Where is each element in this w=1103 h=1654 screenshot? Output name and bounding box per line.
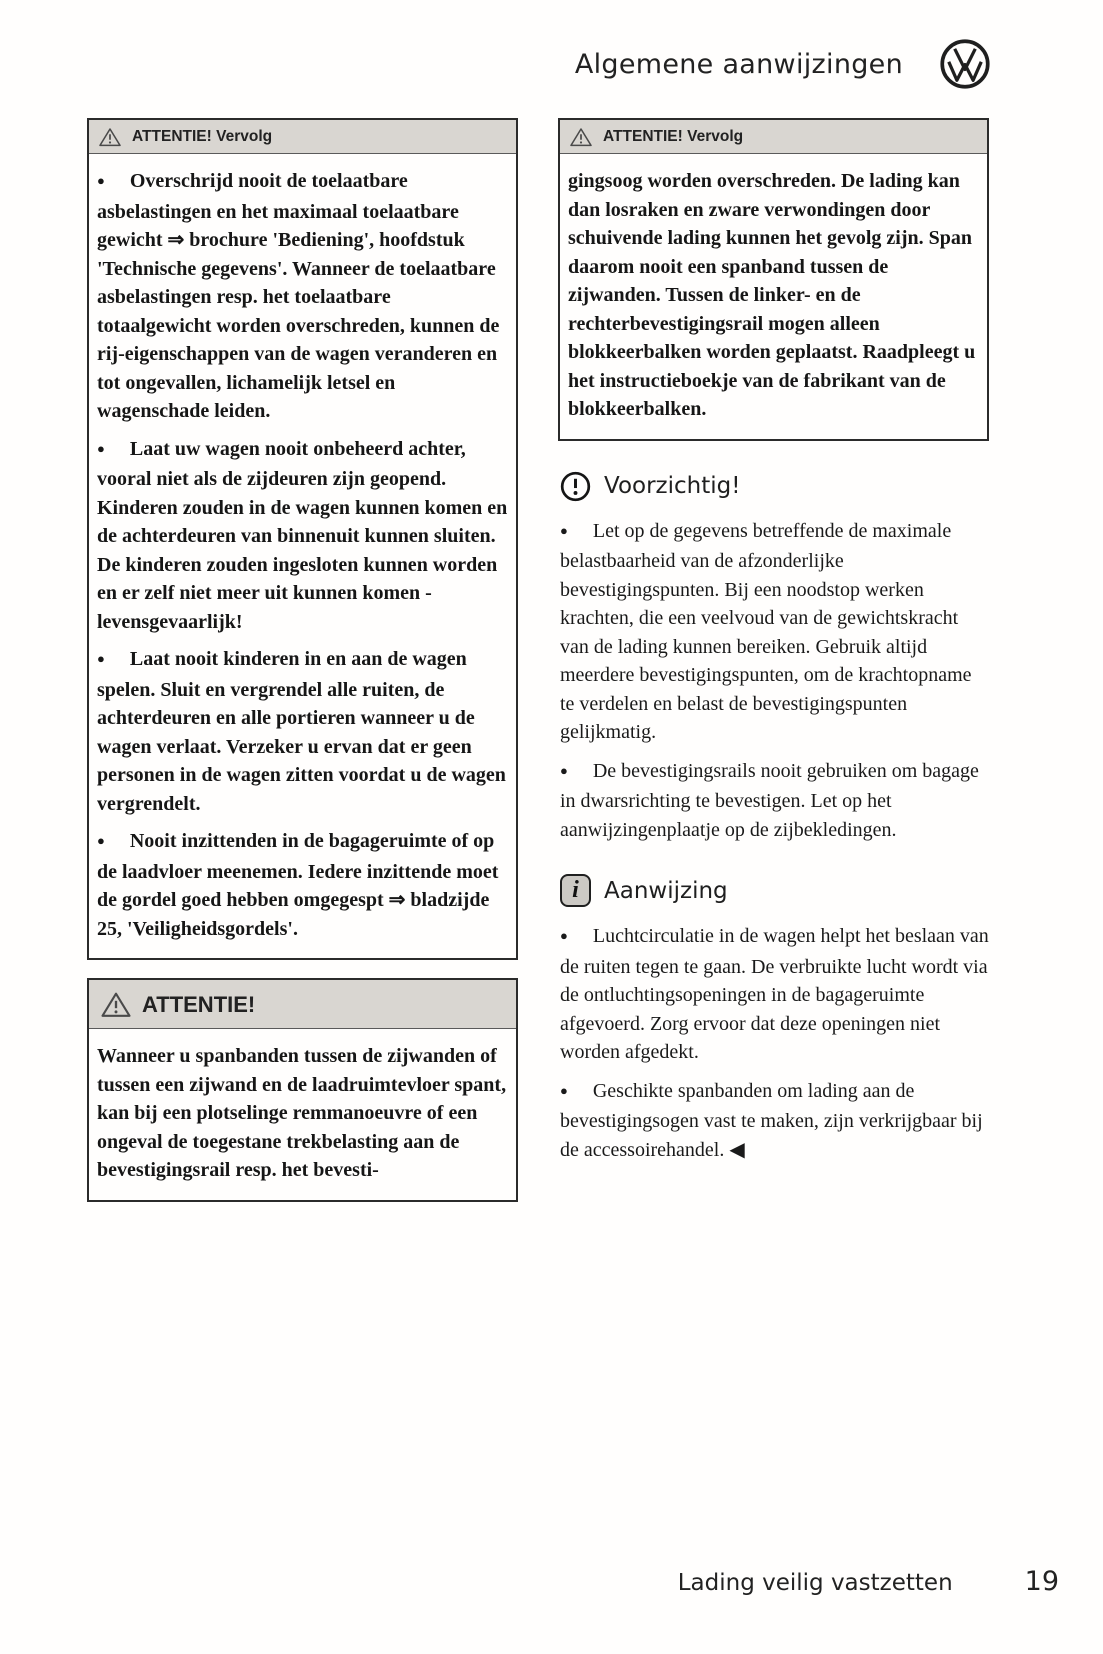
attention-continued-title: ATTENTIE! Vervolg [132, 128, 273, 145]
info-icon [560, 874, 591, 907]
note-heading [560, 874, 989, 907]
warning-triangle-icon [101, 991, 131, 1018]
attention-title: ATTENTIE! [142, 991, 256, 1017]
caution-circle-icon [560, 471, 591, 502]
page-footer [678, 1566, 1059, 1597]
attention-continued-title: ATTENTIE! Vervolg [603, 128, 744, 145]
attention-box-body [89, 1029, 516, 1200]
warning-bullet: ● Nooit inzittenden in de bagageruimte of op de laadvloer meenemen. Iedere inzittende moet de gordel goed hebben omgegespt ⇒ bladzijde 25, 'Veiligheidsgordels'. [97, 827, 508, 943]
caution-body [558, 517, 989, 845]
warning-bullet: ● Laat nooit kinderen in en aan de wagen spelen. Sluit en vergrendel alle ruiten, de achterdeuren en alle portieren wanneer u de wagen verlaat. Verzeker u ervan dat er geen personen in de wagen zitten voordat u de wagen vergrendelt. [97, 645, 508, 818]
warning-bullet: ● Laat uw wagen nooit onbeheerd achter, vooral niet als de zijdeuren zijn geopend. Kinderen zouden in de wagen kunnen komen en de achterdeuren van binnenuit kunnen sluiten. De kinderen zouden ingesloten kunnen worden en er zelf niet meer uit kunnen komen - levensgevaarlijk! [97, 435, 508, 637]
warning-paragraph: gingsoog worden overschreden. De lading kan dan losraken en zware verwondingen door schuivende lading kunnen het gevolg zijn. Span daarom nooit een spanband tussen de zijwanden. Tussen de linker- en de rechterbevestigingsrail mogen alleen blokkeerbalken worden geplaatst. Raadpleegt u het instructieboekje van de fabrikant van de blokkeerbalken. [568, 170, 976, 420]
warning-triangle-icon [570, 127, 592, 147]
note-title: Aanwijzing [604, 877, 728, 904]
caution-bullet: ● Let op de gegevens betreffende de maximale belastbaarheid van de afzonderlijke bevestigingspunten. Bij een noodstop werken krachten, die een veelvoud van de gewichtskracht van de lading kunnen bereiken. Gebruik altijd meerdere bevestigingspunten, om de krachtopname te verdelen en belast de bevestigingspunten gelijkmatig. [560, 517, 989, 747]
note-section [558, 874, 989, 1164]
caution-section [558, 471, 989, 845]
note-body [558, 922, 989, 1164]
footer-chapter-title: Lading veilig vastzetten [677, 1570, 953, 1596]
caution-title: Voorzichtig! [604, 473, 741, 499]
page-header-title: Algemene aanwijzingen [574, 48, 903, 80]
attention-continued-box-left-header [89, 120, 516, 154]
attention-continued-box-right-body [560, 154, 987, 439]
note-bullet: ● Luchtcirculatie in de wagen helpt het beslaan van de ruiten tegen te gaan. De verbruikte lucht wordt via de ontluchtingsopeningen in de bagageruimte afgevoerd. Zorg ervoor dat deze openingen niet worden afgedekt. [560, 922, 989, 1067]
warning-bullet: ● Overschrijd nooit de toelaatbare asbelastingen en het maximaal toelaatbare gewicht ⇒ brochure 'Bediening', hoofdstuk 'Technische gegevens'. Wanneer de toelaatbare asbelastingen resp. het toelaatbare totaalgewicht worden overschreden, kunnen de rij-eigenschappen van de wagen veranderen en tot ongevallen, lichamelijk letsel en wagenschade leiden. [97, 167, 508, 426]
attention-box [87, 978, 518, 1202]
attention-continued-box-left-body [89, 154, 516, 958]
content-columns [87, 118, 989, 1220]
attention-continued-box-right [558, 118, 989, 441]
warning-paragraph: Wanneer u spanbanden tussen de zijwanden of tussen een zijwand en de laadruimtevloer spant, kan bij een plotselinge remmanoeuvre of een ongeval de toegestane trekbelasting aan de bevestigingsrail resp. het bevesti- [97, 1045, 507, 1181]
attention-continued-box-left [87, 118, 518, 960]
vw-logo-icon [939, 38, 991, 90]
attention-box-header [89, 980, 516, 1029]
info-icon-glyph: i [572, 876, 579, 903]
attention-continued-box-right-header [560, 120, 987, 154]
page-header [575, 38, 991, 90]
caution-heading [560, 471, 989, 502]
warning-triangle-icon [99, 127, 121, 147]
left-column [87, 118, 518, 1220]
caution-bullet: ● De bevestigingsrails nooit gebruiken om bagage in dwarsrichting te bevestigen. Let op het aanwijzingenplaatje op de zijbekledingen. [560, 757, 989, 845]
page-number: 19 [1024, 1566, 1059, 1597]
note-bullet: ● Geschikte spanbanden om lading aan de bevestigingsogen vast te maken, zijn verkrijgbaar bij de accessoirehandel. ◀ [560, 1077, 989, 1165]
right-column [558, 118, 989, 1220]
